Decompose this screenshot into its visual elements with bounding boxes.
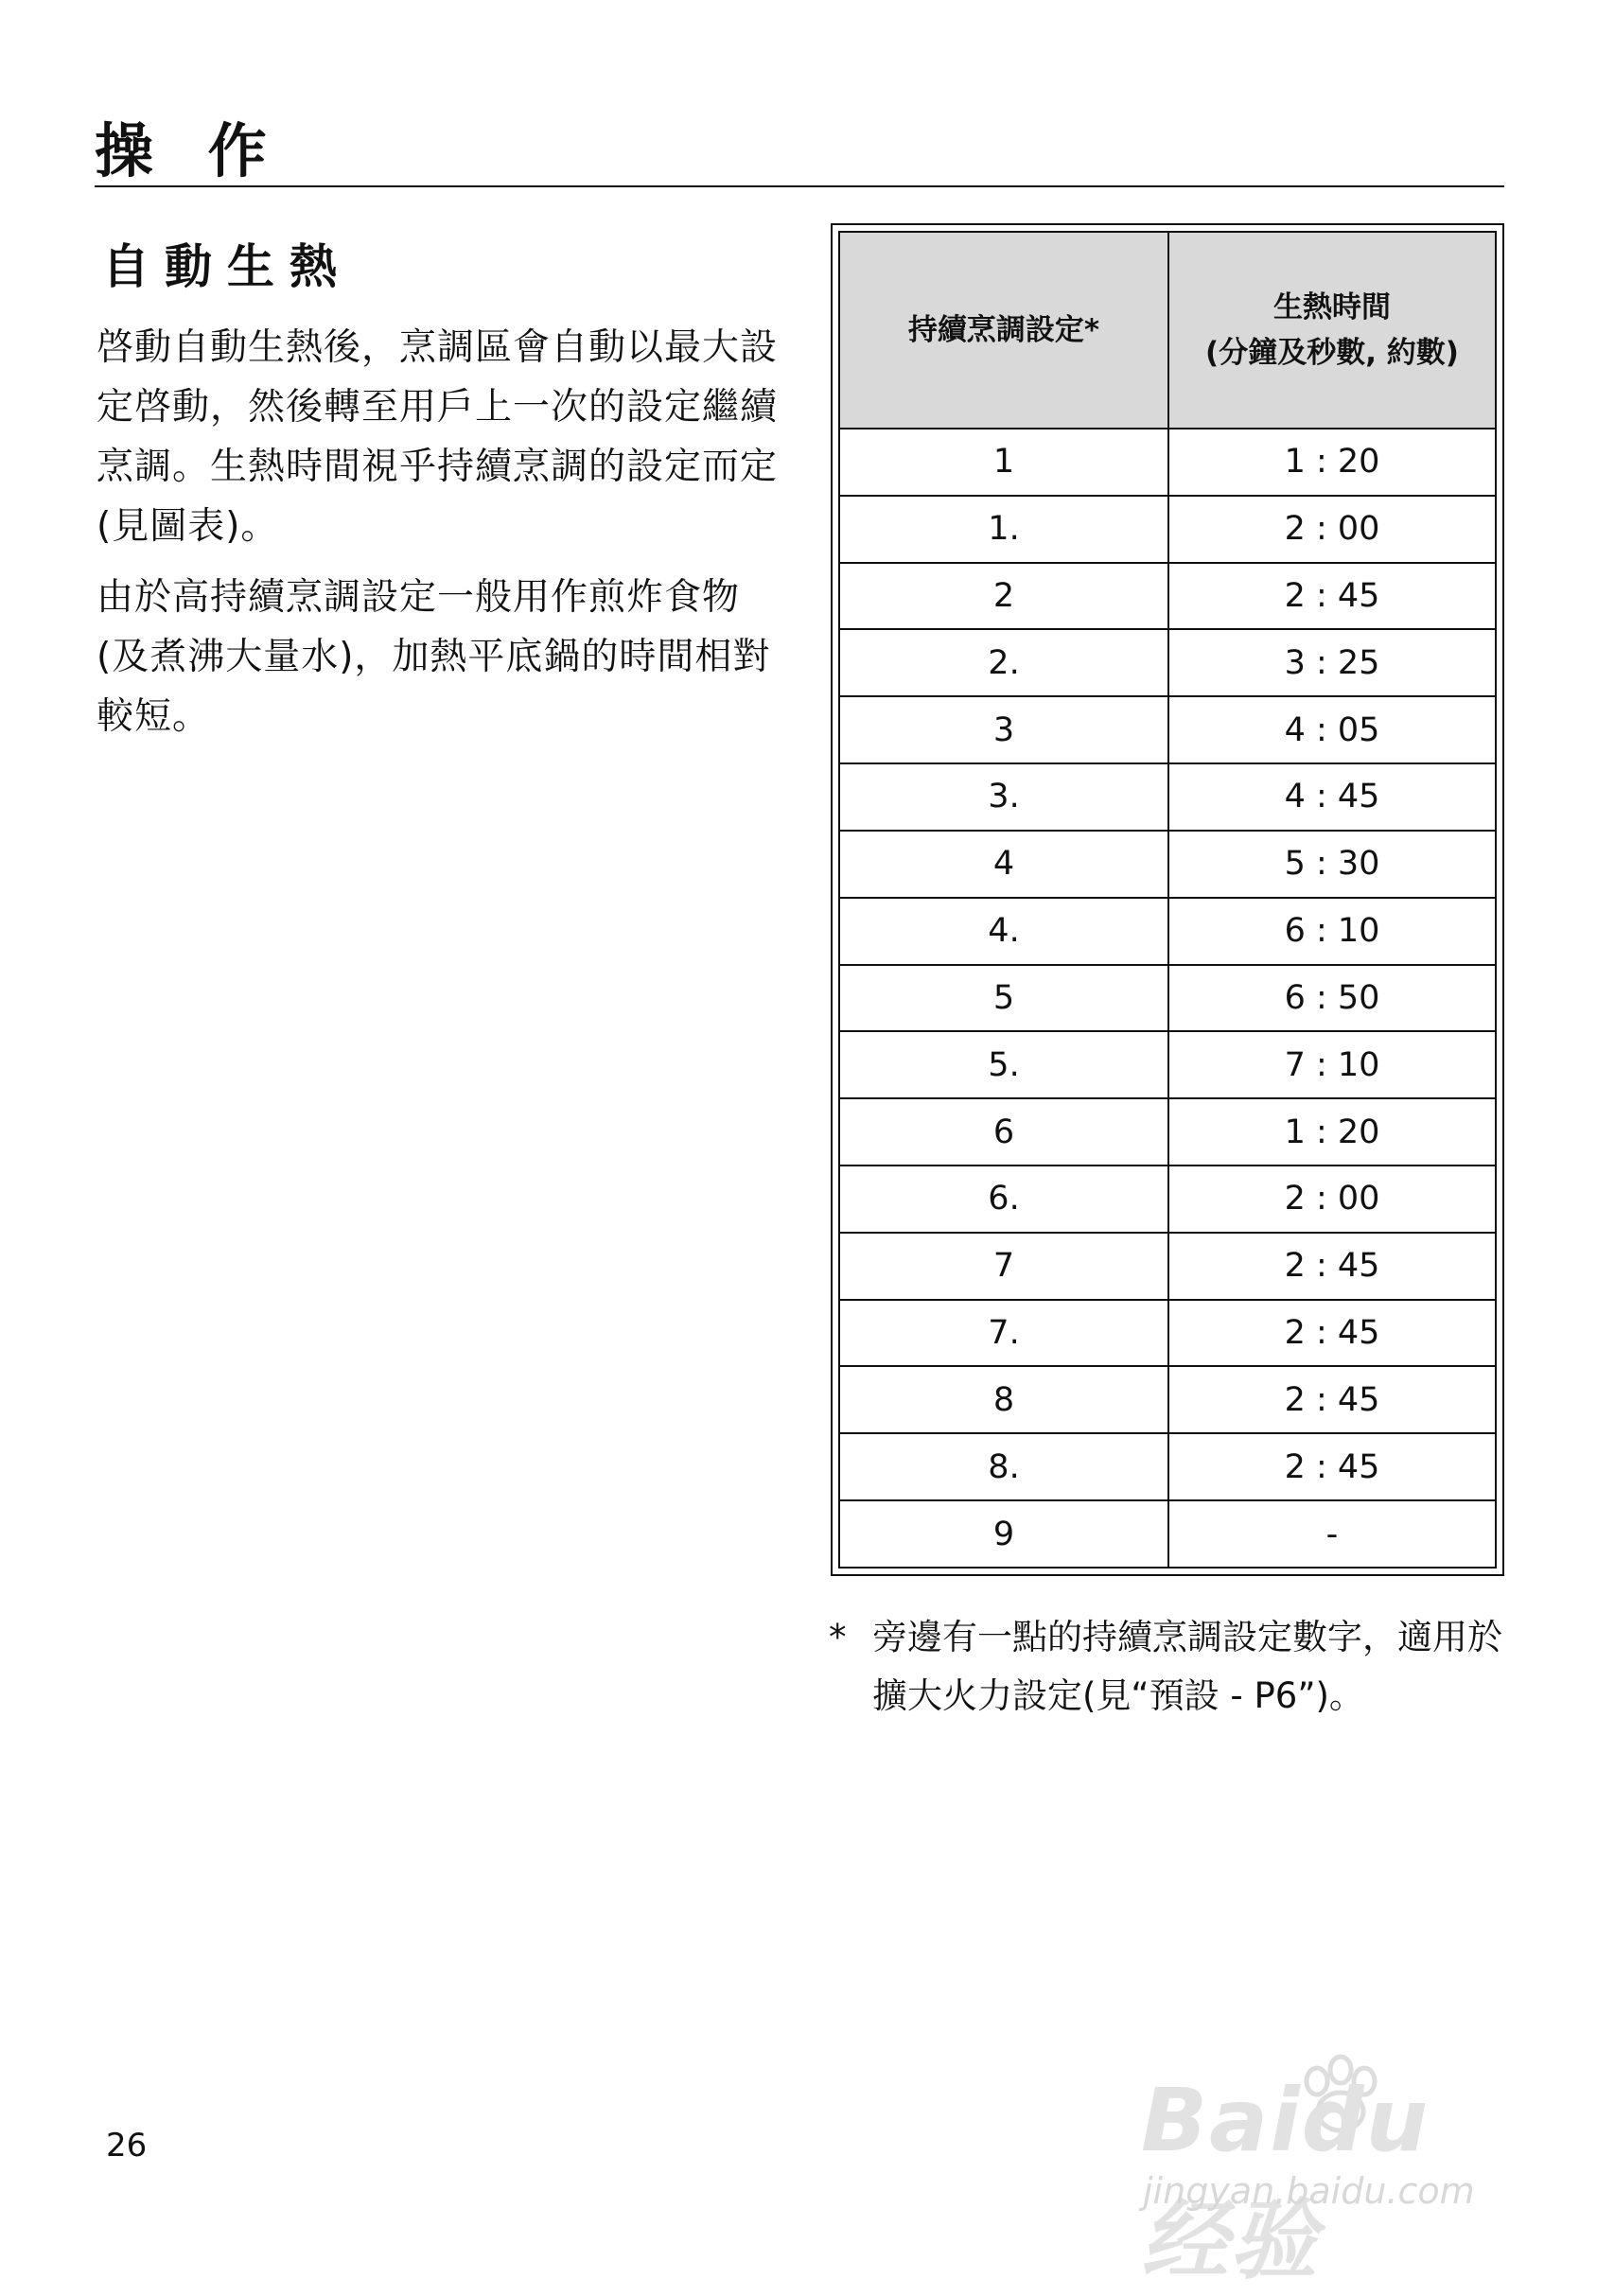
time-cell: 4 : 05 bbox=[1168, 696, 1496, 763]
table-row bbox=[839, 1031, 1496, 1098]
table-row bbox=[839, 1433, 1496, 1500]
table-row bbox=[839, 898, 1496, 965]
time-cell: 3 : 25 bbox=[1168, 629, 1496, 696]
setting-cell: 8. bbox=[839, 1433, 1168, 1500]
time-cell: 2 : 45 bbox=[1168, 1366, 1496, 1433]
setting-cell: 4 bbox=[839, 831, 1168, 898]
setting-cell: 5. bbox=[839, 1031, 1168, 1098]
time-cell: 2 : 45 bbox=[1168, 1233, 1496, 1300]
setting-cell: 8 bbox=[839, 1366, 1168, 1433]
section-heading: 自動生熱 bbox=[102, 239, 352, 294]
table-row bbox=[839, 429, 1496, 496]
watermark-logo: Baidu 经验 bbox=[1141, 2070, 1430, 2291]
footnote-asterisk: * bbox=[829, 1617, 847, 1657]
time-cell: 1 : 20 bbox=[1168, 1098, 1496, 1166]
column-header-time bbox=[1168, 232, 1496, 429]
table-row bbox=[839, 629, 1496, 696]
paragraph-auto-heat: 啓動自動生熱後，烹調區會自動以最大設定啓動，然後轉至用戶上一次的設定繼續烹調。生熱時間視乎持續烹調的設定而定(見圖表)。 bbox=[97, 326, 779, 548]
time-cell: 5 : 30 bbox=[1168, 831, 1496, 898]
table-row bbox=[839, 696, 1496, 763]
table-row bbox=[839, 1233, 1496, 1300]
time-cell: 1 : 20 bbox=[1168, 429, 1496, 496]
table-header-row bbox=[839, 232, 1496, 429]
table-row bbox=[839, 831, 1496, 898]
setting-cell: 2. bbox=[839, 629, 1168, 696]
time-cell: 2 : 45 bbox=[1168, 563, 1496, 630]
footnote-text: 旁邊有一點的持續烹調設定數字，適用於擴大火力設定(見“預設 - P6”)。 bbox=[872, 1617, 1502, 1716]
setting-cell: 7 bbox=[839, 1233, 1168, 1300]
heat-up-table-grid bbox=[838, 231, 1497, 1569]
setting-cell: 6 bbox=[839, 1098, 1168, 1166]
setting-cell: 1. bbox=[839, 496, 1168, 563]
time-cell: - bbox=[1168, 1500, 1496, 1568]
page-title: 操 作 bbox=[95, 116, 284, 185]
time-cell: 7 : 10 bbox=[1168, 1031, 1496, 1098]
table-row bbox=[839, 1500, 1496, 1568]
table-row bbox=[839, 965, 1496, 1032]
header-divider bbox=[95, 185, 1504, 187]
time-cell: 6 : 50 bbox=[1168, 965, 1496, 1032]
table-row bbox=[839, 1166, 1496, 1233]
column-header-time-line2: (分鐘及秒數, 約數) bbox=[1205, 336, 1459, 370]
setting-cell: 4. bbox=[839, 898, 1168, 965]
setting-cell: 5 bbox=[839, 965, 1168, 1032]
setting-cell: 6. bbox=[839, 1166, 1168, 1233]
table-row bbox=[839, 1300, 1496, 1367]
page-number: 26 bbox=[106, 2127, 148, 2165]
time-cell: 2 : 00 bbox=[1168, 496, 1496, 563]
setting-cell: 3 bbox=[839, 696, 1168, 763]
table-footnote bbox=[829, 1608, 1510, 1726]
baidu-watermark bbox=[1122, 2053, 1538, 2291]
time-cell: 2 : 45 bbox=[1168, 1433, 1496, 1500]
table-row bbox=[839, 1366, 1496, 1433]
setting-cell: 2 bbox=[839, 563, 1168, 630]
table-row bbox=[839, 1098, 1496, 1166]
time-cell: 6 : 10 bbox=[1168, 898, 1496, 965]
time-cell: 2 : 00 bbox=[1168, 1166, 1496, 1233]
column-header-setting: 持續烹調設定* bbox=[839, 232, 1168, 429]
setting-cell: 9 bbox=[839, 1500, 1168, 1568]
setting-cell: 1 bbox=[839, 429, 1168, 496]
heat-up-time-table bbox=[831, 223, 1504, 1576]
watermark-url: jingyan.baidu.com bbox=[1143, 2170, 1475, 2212]
setting-cell: 3. bbox=[839, 763, 1168, 831]
setting-cell: 7. bbox=[839, 1300, 1168, 1367]
paragraph-high-setting: 由於高持續烹調設定一般用作煎炸食物(及煮沸大量水)，加熱平底鍋的時間相對較短。 bbox=[97, 576, 771, 738]
time-cell: 2 : 45 bbox=[1168, 1300, 1496, 1367]
time-cell: 4 : 45 bbox=[1168, 763, 1496, 831]
table-row bbox=[839, 563, 1496, 630]
table-row bbox=[839, 496, 1496, 563]
column-header-time-line1: 生熱時間 bbox=[1273, 290, 1391, 324]
table-row bbox=[839, 763, 1496, 831]
